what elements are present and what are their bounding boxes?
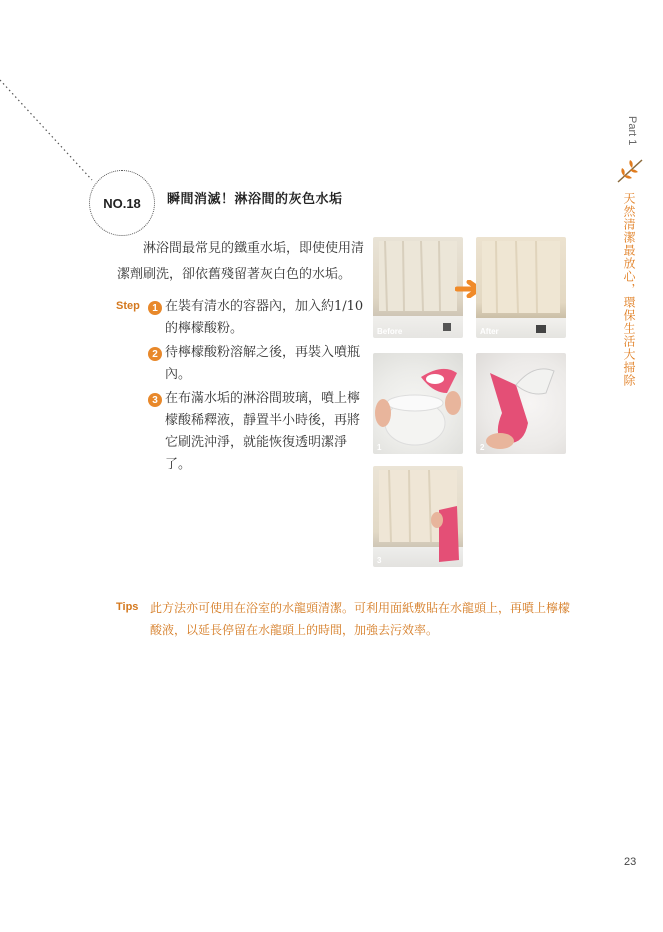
page-number: 23 [624, 856, 637, 868]
funnel-spray-bottle-illustration [476, 353, 566, 454]
section-number: NO.18 [103, 195, 141, 211]
step-text: 待檸檬酸粉溶解之後，再裝入噴瓶內。 [165, 345, 361, 382]
photo-caption-3: 3 [377, 556, 382, 565]
side-part-label: Part 1 [626, 116, 638, 146]
photo-step-2 [476, 353, 566, 454]
photo-after [476, 237, 566, 338]
step-label: Step [116, 300, 140, 312]
photo-caption-after: After [480, 327, 499, 336]
section-number-badge [89, 170, 155, 236]
shower-curtain-illustration [373, 237, 463, 338]
photo-caption-1: 1 [377, 443, 382, 452]
photo-before [373, 237, 463, 338]
step-text: 在裝有清水的容器內，加入約1/10的檸檬酸粉。 [165, 299, 364, 336]
side-chapter-title: 天然清潔最放心，環保生活大掃除 [622, 192, 636, 387]
section-title: 瞬間消滅！淋浴間的灰色水垢 [167, 192, 343, 207]
intro-paragraph: 淋浴間最常見的鐵重水垢，即使使用清潔劑刷洗，卻依舊殘留著灰白色的水垢。 [117, 241, 365, 282]
tips-label: Tips [116, 601, 139, 613]
step-item [148, 296, 372, 340]
step-number: 2 [148, 347, 162, 361]
step-number: 1 [148, 301, 162, 315]
step-item [148, 388, 372, 476]
branch-leaf-icon [612, 154, 646, 188]
spraying-glass-illustration [373, 466, 463, 567]
step-item [148, 342, 372, 386]
photo-step-1 [373, 353, 463, 454]
container-powder-illustration [373, 353, 463, 454]
photo-step-3 [373, 466, 463, 567]
tips-text: 此方法亦可使用在浴室的水龍頭清潔。可利用面紙敷貼在水龍頭上，再噴上檸檬酸液，以延長停留在水龍頭上的時間，加強去污效率。 [150, 601, 571, 637]
photo-caption-before: Before [377, 327, 403, 336]
step-text: 在布滿水垢的淋浴間玻璃，噴上檸檬酸稀釋液，靜置半小時後，再將它刷洗沖淨，就能恢復透明潔淨了。 [165, 391, 361, 472]
photo-caption-2: 2 [480, 443, 485, 452]
step-number: 3 [148, 393, 162, 407]
clean-curtain-illustration [476, 237, 566, 338]
step-list [148, 296, 372, 478]
